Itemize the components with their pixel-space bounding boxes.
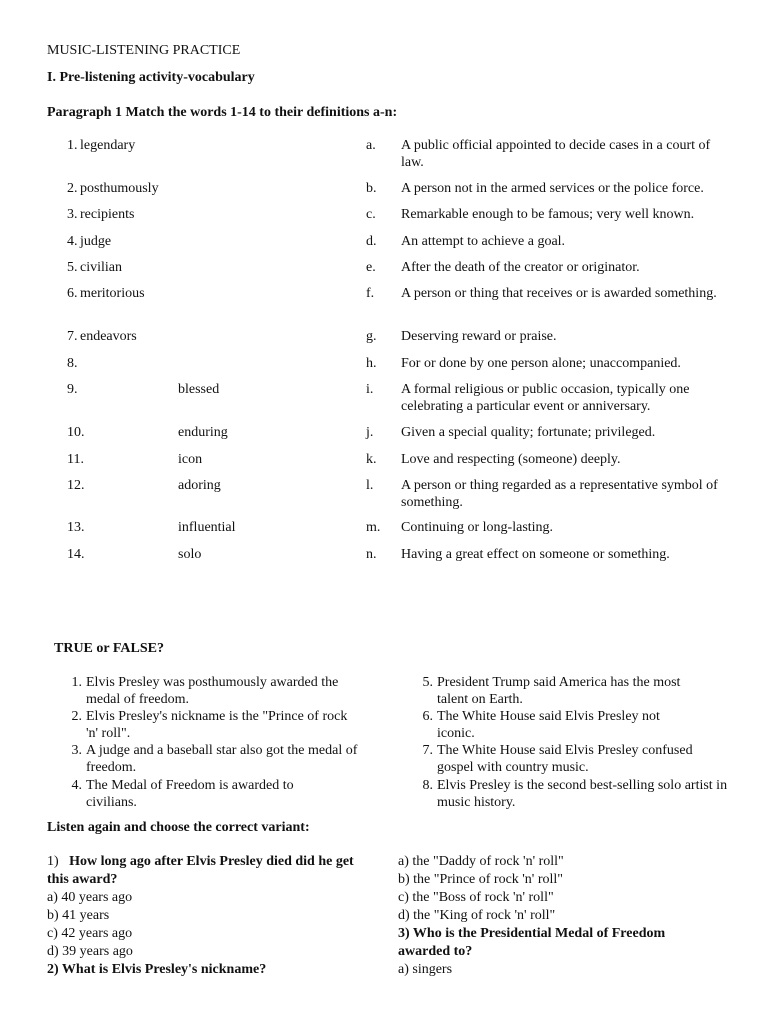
vocab-number: 2. [67, 181, 78, 196]
definition-letter: a. [366, 138, 376, 153]
vocab-word: judge [80, 234, 112, 249]
definition-text: Love and respecting (someone) deeply. [401, 452, 621, 467]
item-text: Elvis Presley is the second best-selling solo artist in music history. [437, 778, 728, 810]
item-text: The White House said Elvis Presley confused gospel with country music. [437, 743, 693, 775]
answer-option: b) the "Prince of rock 'n' roll" [398, 872, 563, 887]
vocab-word: enduring [178, 425, 228, 440]
definition-letter: k. [366, 452, 377, 467]
definition-letter: f. [366, 286, 375, 301]
vocab-number: 5. [67, 260, 78, 275]
question-text: How long ago after Elvis Presley died did he get this award? [47, 854, 354, 887]
item-text: A judge and a baseball star also got the medal of freedom. [86, 743, 358, 775]
item-number: 3. [71, 743, 82, 758]
definition-text: A person or thing regarded as a representative symbol of something. [401, 478, 718, 510]
vocab-number: 6. [67, 286, 78, 301]
definition-letter: i. [366, 382, 374, 397]
instruction: Paragraph 1 Match the words 1-14 to their definitions a-n: [47, 105, 398, 120]
vocab-word: blessed [178, 382, 220, 397]
definition-letter: l. [366, 478, 374, 493]
definition-text: After the death of the creator or originator. [401, 260, 640, 275]
definition-letter: n. [366, 547, 377, 562]
definition-text: A formal religious or public occasion, typically one celebrating a particular event or anniversary. [401, 382, 690, 414]
definition-text: A person or thing that receives or is awarded something. [401, 286, 717, 301]
vocab-number: 7. [67, 329, 78, 344]
definition-text: A public official appointed to decide cases in a court of law. [401, 138, 711, 170]
definition-text: An attempt to achieve a goal. [401, 234, 566, 249]
vocab-number: 1. [67, 138, 78, 153]
definition-letter: g. [366, 329, 377, 344]
vocab-word: legendary [80, 138, 136, 153]
item-text: The White House said Elvis Presley not iconic. [437, 709, 660, 741]
definition-text: Remarkable enough to be famous; very well known. [401, 207, 695, 222]
question-1 [47, 853, 377, 889]
vocab-word: endeavors [80, 329, 137, 344]
question-3: 3) Who is the Presidential Medal of Freedom awarded to? [398, 926, 666, 959]
item-text: Elvis Presley was posthumously awarded the medal of freedom. [86, 675, 339, 707]
definition-letter: e. [366, 260, 376, 275]
definition-text: Having a great effect on someone or something. [401, 547, 670, 562]
item-number: 7. [422, 743, 433, 758]
definition-text: Given a special quality; fortunate; privileged. [401, 425, 656, 440]
definition-letter: c. [366, 207, 376, 222]
vocab-number: 14. [67, 547, 85, 562]
vocab-number: 12. [67, 478, 85, 493]
definition-letter: h. [366, 356, 377, 371]
vocab-word: posthumously [80, 181, 159, 196]
section-heading: I. Pre-listening activity-vocabulary [47, 70, 255, 85]
item-text: The Medal of Freedom is awarded to civilians. [86, 778, 294, 810]
definition-text: Continuing or long-lasting. [401, 520, 554, 535]
vocab-word: civilian [80, 260, 122, 275]
definition-letter: d. [366, 234, 377, 249]
definition-letter: m. [366, 520, 381, 535]
vocab-word: adoring [178, 478, 221, 493]
vocab-word: meritorious [80, 286, 145, 301]
vocab-number: 10. [67, 425, 85, 440]
item-text: Elvis Presley's nickname is the "Prince of rock 'n' roll". [86, 709, 348, 741]
item-number: 2. [71, 709, 82, 724]
answer-option: a) 40 years ago [47, 890, 133, 905]
answer-option: d) the "King of rock 'n' roll" [398, 908, 556, 923]
answer-option: d) 39 years ago [47, 944, 133, 959]
vocab-word: icon [178, 452, 203, 467]
item-number: 6. [422, 709, 433, 724]
vocab-word: recipients [80, 207, 135, 222]
answer-option: c) 42 years ago [47, 926, 133, 941]
vocab-word: influential [178, 520, 236, 535]
item-number: 8. [422, 778, 433, 793]
true-false-heading: TRUE or FALSE? [54, 641, 164, 656]
item-number: 5. [422, 675, 433, 690]
vocab-word: solo [178, 547, 202, 562]
vocab-number: 9. [67, 382, 78, 397]
item-number: 4. [71, 778, 82, 793]
item-number: 1. [71, 675, 82, 690]
answer-option: b) 41 years [47, 908, 110, 923]
question-2: 2) What is Elvis Presley's nickname? [47, 962, 267, 977]
answer-option: a) the "Daddy of rock 'n' roll" [398, 854, 564, 869]
vocab-number: 3. [67, 207, 78, 222]
item-text: President Trump said America has the most talent on Earth. [437, 675, 681, 707]
answer-option: a) singers [398, 962, 453, 977]
vocab-number: 4. [67, 234, 78, 249]
vocab-number: 11. [67, 452, 84, 467]
definition-text: For or done by one person alone; unaccompanied. [401, 356, 681, 371]
vocab-number: 8. [67, 356, 78, 371]
definition-letter: j. [366, 425, 374, 440]
listen-heading: Listen again and choose the correct variant: [47, 820, 310, 835]
answer-option: c) the "Boss of rock 'n' roll" [398, 890, 554, 905]
page-title: MUSIC-LISTENING PRACTICE [47, 43, 241, 58]
definition-text: Deserving reward or praise. [401, 329, 557, 344]
definition-text: A person not in the armed services or the police force. [401, 181, 704, 196]
vocab-number: 13. [67, 520, 85, 535]
question-number: 1) [47, 854, 59, 869]
definition-letter: b. [366, 181, 377, 196]
